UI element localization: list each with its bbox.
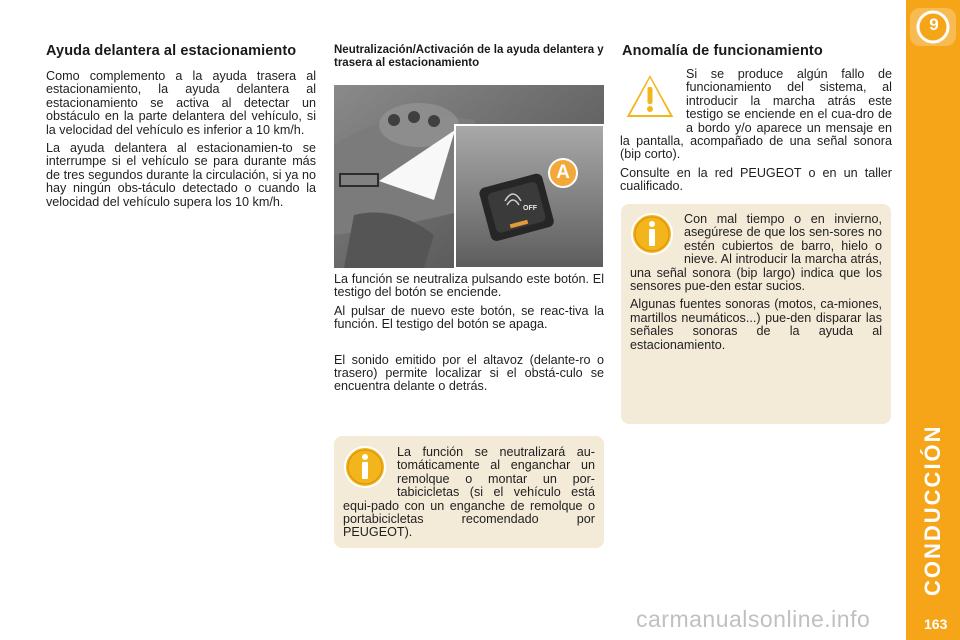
middle-column-heading (334, 44, 606, 70)
photo-button-label: OFF (523, 205, 537, 212)
warning-triangle-icon (620, 68, 680, 124)
info-text: Con mal tiempo o en invierno, asegúrese de que los sen-sores no estén cubiertos de barro, hielo o nieve. Al introducir la marcha atrás, una señal sonora (bip largo) indica que los sensores pue-den estar sucios. (630, 212, 882, 294)
info-text: La función se neutralizará au-tomáticamente al enganchar un remolque o montar un por-tabicicletas (si el vehículo está equi-pado con un enganche de remolque o portabicicletas recomendado por PEUGEOT). (343, 445, 595, 540)
paragraph: El sonido emitido por el altavoz (delante-ro o trasero) permite localizar si el obstá-culo se encuentra delante o detrás. (334, 352, 604, 394)
paragraph: Consulte en la red PEUGEOT o en un taller cualificado. (620, 165, 892, 194)
paragraph: Al pulsar de nuevo este botón, se reac-tiva la función. El testigo del botón se apaga. (334, 303, 604, 332)
page-number: 163 (924, 616, 948, 632)
info-icon (343, 445, 387, 489)
info-box-sensors (621, 204, 891, 424)
chapter-number: 9 (929, 15, 939, 34)
chapter-title: CONDUCCIÓN (920, 424, 945, 596)
paragraph: La función se neutraliza pulsando este botón. El testigo del botón se enciende. (334, 272, 604, 300)
middle-column-body (334, 273, 604, 399)
section-title-malfunction: Anomalía de funcionamiento (622, 43, 823, 59)
paragraph: La ayuda delantera al estacionamien-to se interrumpe si el vehículo se para durante más de tres segundos durante la circulación, si ya no hay ningún obs-táculo detectado o cuando la velocidad del vehículo supera los 10 km/h. (46, 141, 316, 209)
photo-badge: A (548, 158, 578, 188)
info-box-trailer (334, 436, 604, 548)
info-icon (630, 212, 674, 256)
paragraph: Como complemento a la ayuda trasera al estacionamiento, la ayuda delantera al estacionamiento se activa al detectar un obstáculo en la parte delantera del vehículo, si la velocidad del vehículo es inferior a 10 km/h. (46, 69, 316, 137)
section-title-neutralization: Neutralización/Activación de la ayuda delantera y trasera al estacionamiento (334, 44, 604, 69)
dashboard-button-photo (334, 85, 604, 268)
right-column-heading (622, 43, 892, 59)
warning-block (620, 68, 892, 199)
section-title-front-parking-aid: Ayuda delantera al estacionamiento (46, 43, 297, 59)
left-column (46, 43, 316, 214)
info-text: Algunas fuentes sonoras (motos, ca-miones, martillos neumáticos...) pue-den disparar las señales sonoras de la ayuda al estacionamiento. (630, 297, 882, 352)
paragraph: Si se produce algún fallo de funcionamiento del sistema, al introducir la marcha atrás este testigo se enciende en el cua-dro de a bordo y/o aparece un mensaje en la pantalla, acompañado de una señal sonora (bip corto). (620, 67, 892, 162)
watermark: carmanualsonline.info (636, 606, 871, 632)
